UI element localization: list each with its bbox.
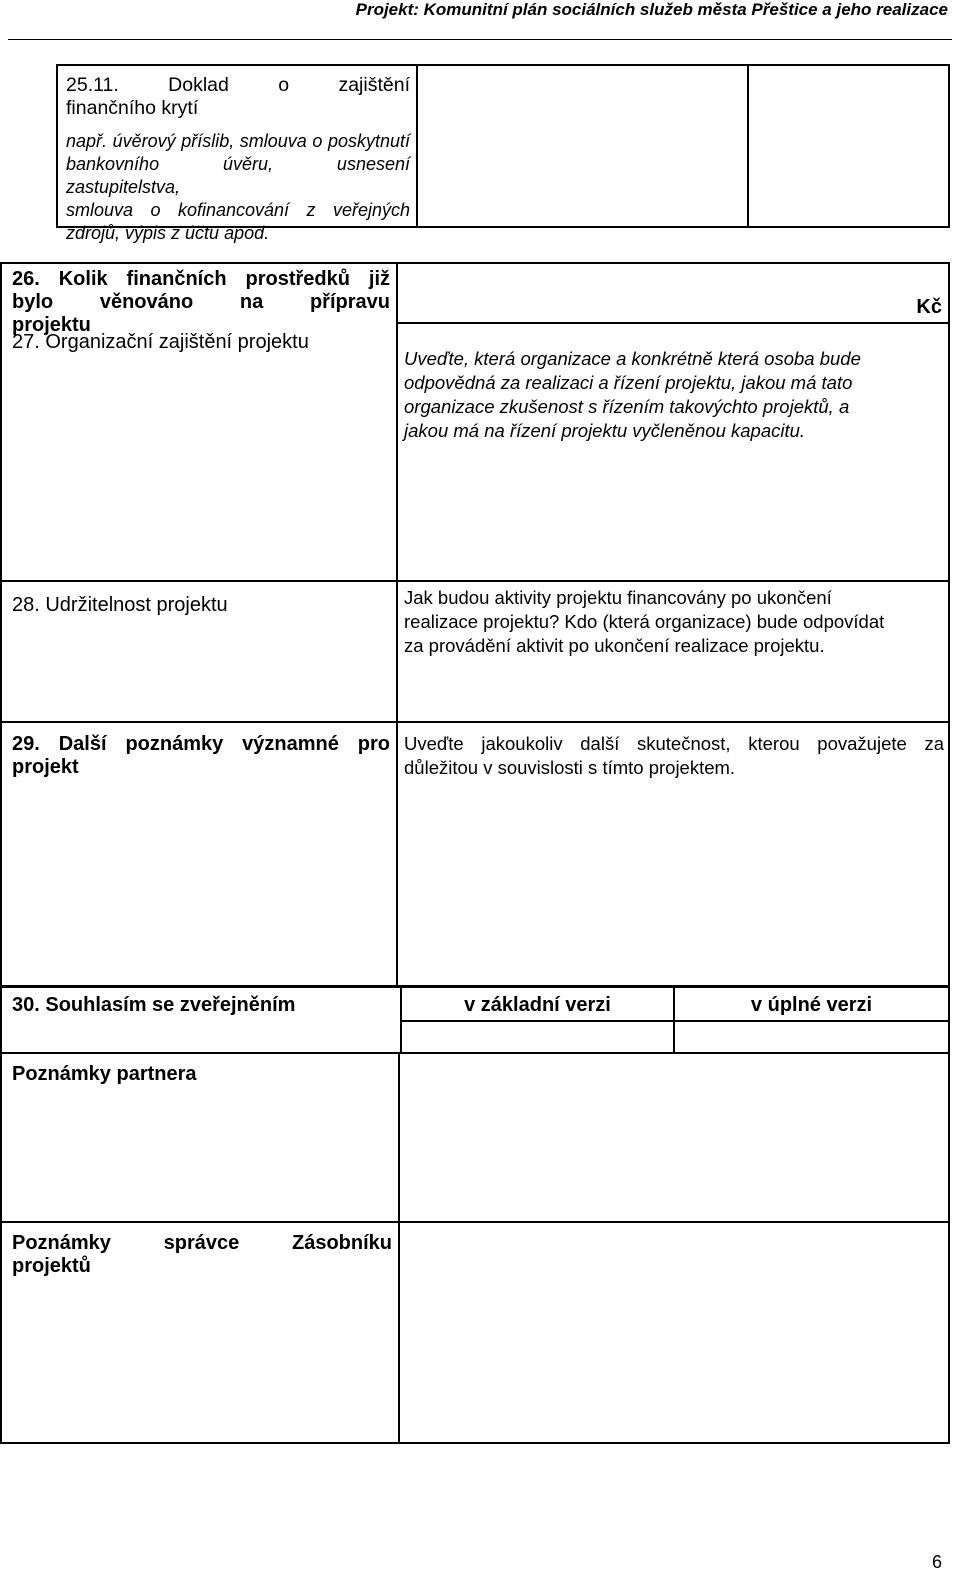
s27-hint-line: Uveďte, která organizace a konkrétně která osoba bude (404, 348, 861, 369)
s25-note-line: zdrojů, výpis z účtu apod. (66, 223, 270, 243)
s25-title-line: finančního krytí (66, 97, 199, 119)
s25-title (66, 74, 410, 120)
s26-label-line: 26. Kolik finančních prostředků již (12, 268, 390, 290)
s28-hint-line: realizace projektu? Kdo (která organizace) bude odpovídat (404, 611, 885, 632)
page-number: 6 (931, 1552, 942, 1572)
header-rule (8, 39, 952, 40)
s30-basic-checkbox-cell[interactable] (400, 1020, 675, 1054)
admin-label-line: Poznámky správce Zásobníku (12, 1232, 392, 1254)
s27-hint (404, 347, 944, 443)
s29-hint-line: důležitou v souvislosti s tímto projektem. (404, 757, 736, 778)
s30-full-checkbox-cell[interactable] (673, 1020, 950, 1054)
s25-note-line: bankovního úvěru, usnesení zastupitelstva, (66, 154, 410, 197)
partner-label: Poznámky partnera (12, 1063, 197, 1085)
s29-label (12, 733, 390, 779)
s25-title-line: 25.11. Doklad o zajištění (66, 74, 410, 96)
s29-hint (404, 732, 944, 780)
s28-hint-line: Jak budou aktivity projektu financovány po ukončení (404, 587, 832, 608)
s25-input-cell-1[interactable] (416, 64, 749, 228)
s25-note (66, 130, 410, 245)
admin-label (12, 1232, 392, 1278)
admin-notes-cell[interactable] (398, 1221, 950, 1444)
s26-label-line: projektu (12, 314, 91, 336)
s28-hint (404, 586, 944, 658)
s30-opt-basic: v základní verzi (464, 994, 611, 1016)
s28-hint-line: za provádění aktivit po ukončení realizace projektu. (404, 635, 825, 656)
s29-label-line: projekt (12, 756, 79, 778)
s27-hint-line: jakou má na řízení projektu vyčleněnou kapacitu. (404, 420, 806, 441)
s26-label (12, 268, 390, 337)
s27-hint-line: odpovědná za realizaci a řízení projektu, jakou má tato (404, 372, 853, 393)
s27-hint-line: organizace zkušenost s řízením takovýchto projektů, a (404, 396, 850, 417)
s26-unit: Kč (916, 296, 942, 318)
s29-hint-line: Uveďte jakoukoliv další skutečnost, kterou považujete za (404, 733, 944, 754)
partner-notes-cell[interactable] (398, 1052, 950, 1223)
s30-label: 30. Souhlasím se zveřejněním (12, 994, 296, 1016)
admin-label-line: projektů (12, 1255, 91, 1277)
s26-amount-cell[interactable] (396, 262, 950, 324)
s28-label: 28. Udržitelnost projektu (12, 594, 228, 616)
s25-input-cell-2[interactable] (747, 64, 950, 228)
s25-note-line: např. úvěrový příslib, smlouva o poskytnutí (66, 131, 410, 151)
s29-label-line: 29. Další poznámky významné pro (12, 733, 390, 755)
document-header: Projekt: Komunitní plán sociálních služeb města Přeštice a jeho realizace (355, 0, 948, 19)
s30-opt-full: v úplné verzi (750, 994, 873, 1016)
s25-note-line: smlouva o kofinancování z veřejných (66, 200, 410, 220)
s26-label-line: bylo věnováno na přípravu (12, 291, 390, 313)
s27-label: 27. Organizační zajištění projektu (12, 331, 309, 353)
